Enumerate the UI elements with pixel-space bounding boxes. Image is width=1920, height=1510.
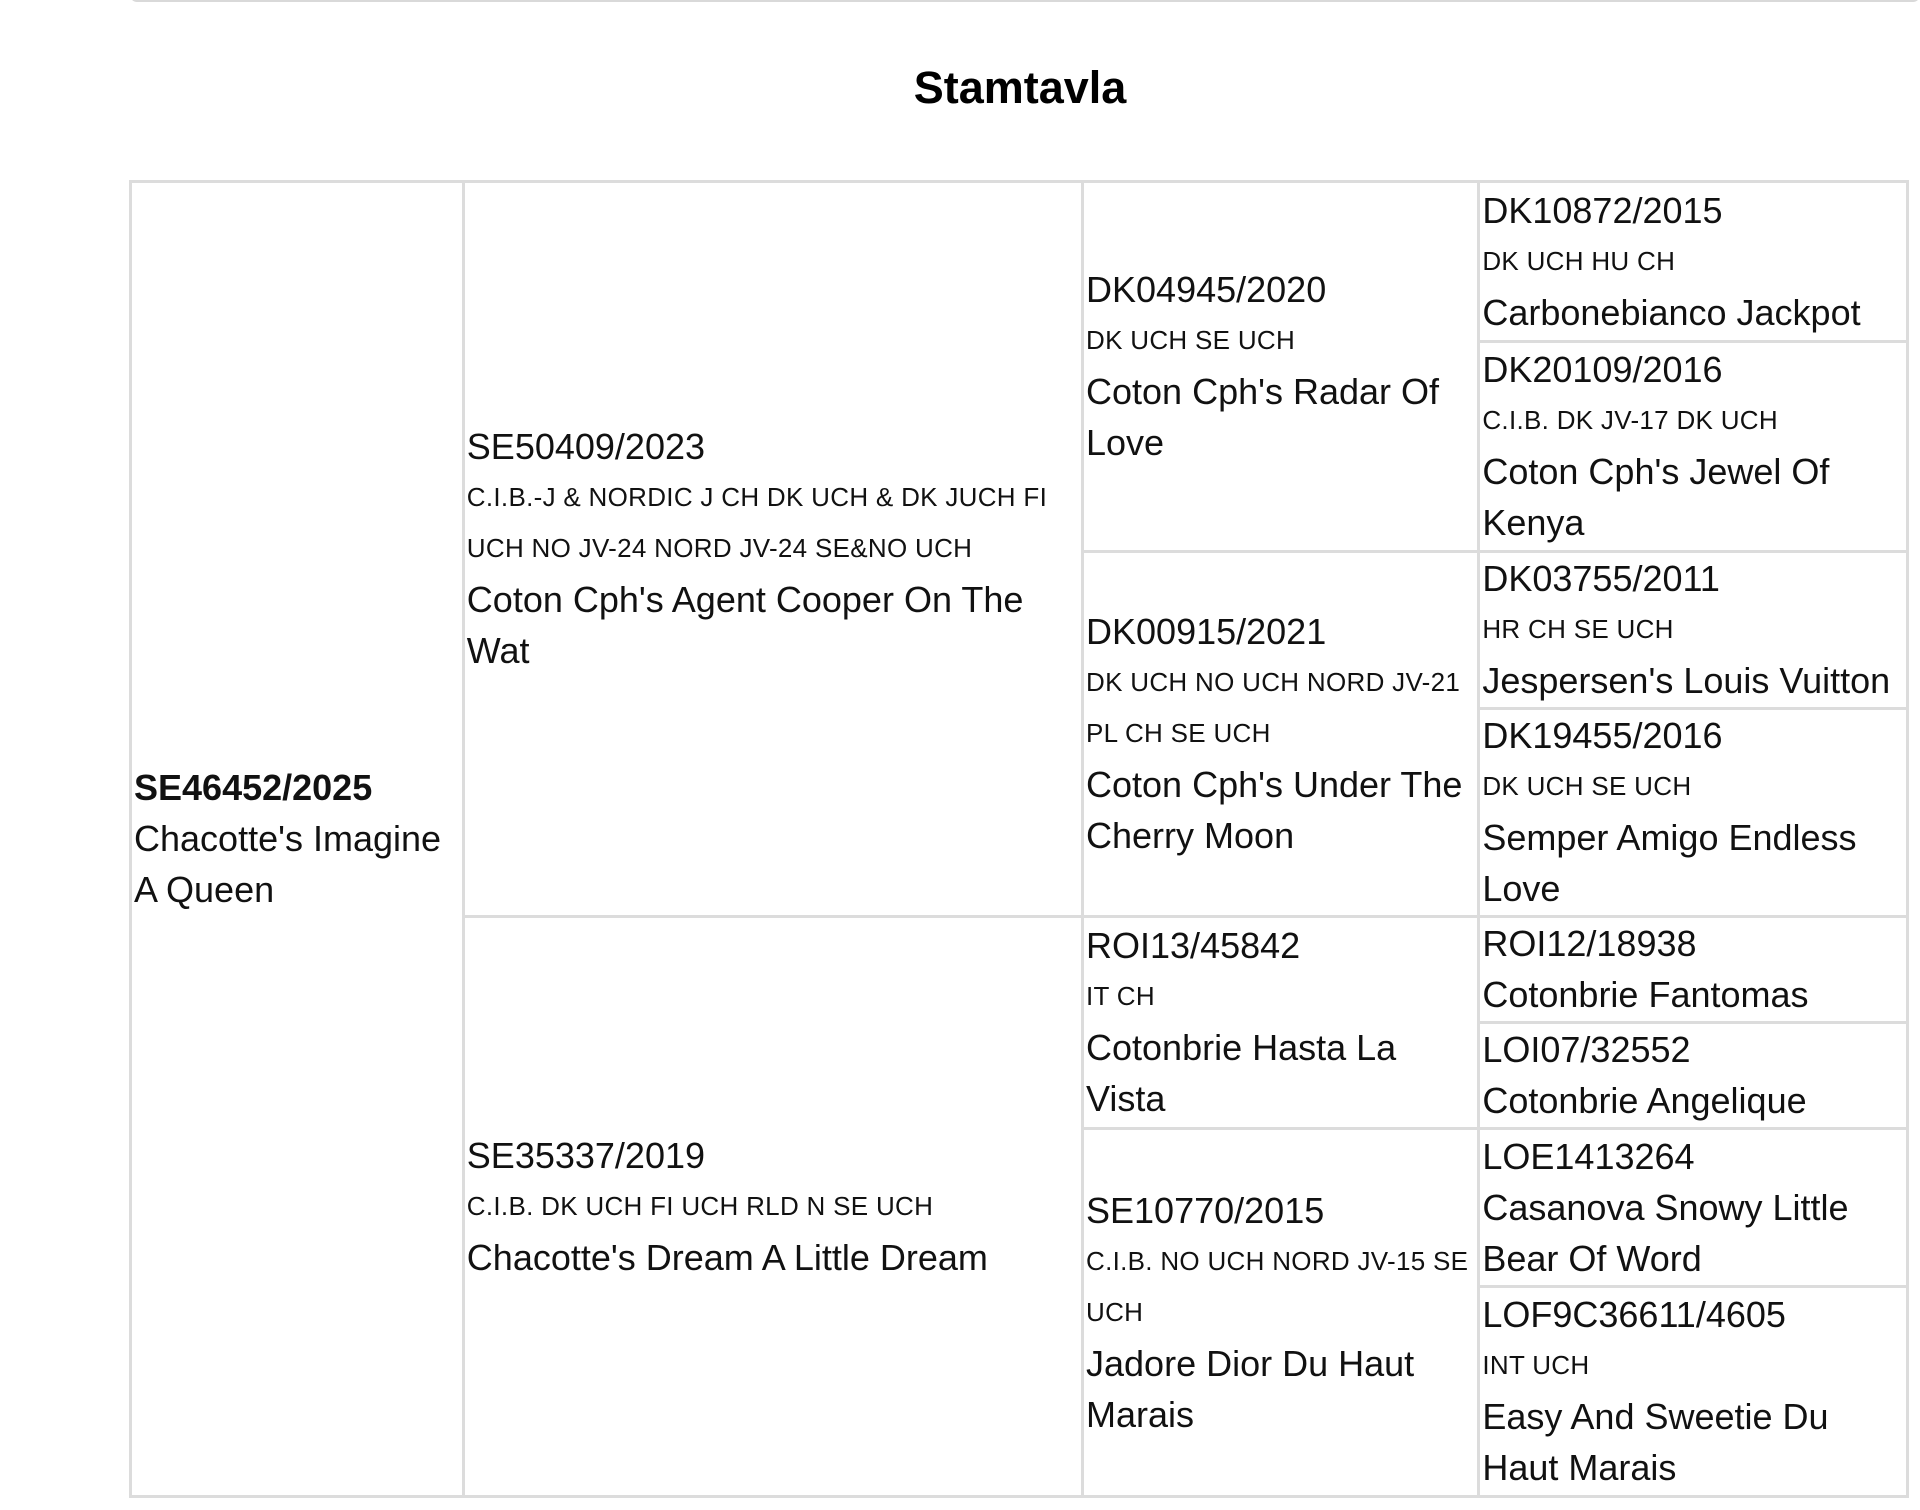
dam-sire-cell <box>1083 917 1479 1129</box>
sire-cell <box>463 182 1082 917</box>
top-panel-border <box>130 0 1920 2</box>
dam-cell <box>463 917 1082 1497</box>
sire-dam-name: Coton Cph's Under The Cherry Moon <box>1086 764 1463 856</box>
sire-sire-reg: DK04945/2020 <box>1086 269 1327 310</box>
subject-reg: SE46452/2025 <box>134 767 373 808</box>
ggp-cell-6 <box>1479 1023 1908 1129</box>
ggp-name: Cotonbrie Fantomas <box>1482 974 1809 1015</box>
sire-titles: C.I.B.-J & NORDIC J CH DK UCH & DK JUCH FI UCH NO JV-24 NORD JV-24 SE&NO UCH <box>466 482 1048 563</box>
ggp-reg: ROI12/18938 <box>1482 923 1697 964</box>
sire-sire-titles: DK UCH SE UCH <box>1086 325 1296 355</box>
dam-sire-titles: IT CH <box>1086 981 1155 1011</box>
ggp-name: Carbonebianco Jackpot <box>1482 291 1861 333</box>
subject-cell <box>131 182 464 1497</box>
ggp-titles: HR CH SE UCH <box>1482 614 1674 644</box>
dam-dam-cell <box>1083 1129 1479 1497</box>
sire-sire-cell <box>1083 182 1479 552</box>
ggp-name: Easy And Sweetie Du Haut Marais <box>1482 1396 1829 1488</box>
dam-dam-reg: SE10770/2015 <box>1086 1189 1325 1231</box>
ggp-cell-8 <box>1479 1287 1908 1497</box>
ggp-reg: LOI07/32552 <box>1482 1029 1691 1070</box>
ggp-cell-5 <box>1479 917 1908 1023</box>
ggp-reg: LOE1413264 <box>1482 1135 1695 1177</box>
ggp-name: Cotonbrie Angelique <box>1482 1080 1807 1121</box>
dam-reg: SE35337/2019 <box>466 1134 706 1176</box>
page-title: Stamtavla <box>913 62 1127 113</box>
ggp-name: Casanova Snowy Little Bear Of Word <box>1482 1186 1849 1279</box>
dam-name: Chacotte's Dream A Little Dream <box>466 1236 988 1278</box>
ggp-cell-3 <box>1479 552 1908 709</box>
ggp-titles: DK UCH HU CH <box>1482 245 1676 276</box>
ggp-cell-7 <box>1479 1129 1908 1287</box>
ggp-titles: DK UCH SE UCH <box>1482 771 1692 801</box>
sire-sire-name: Coton Cph's Radar Of Love <box>1086 371 1440 463</box>
sire-name: Coton Cph's Agent Cooper On The Wat <box>466 579 1024 671</box>
ggp-titles: INT UCH <box>1482 1350 1590 1380</box>
sire-dam-cell <box>1083 552 1479 917</box>
ggp-name: Jespersen's Louis Vuitton <box>1482 660 1891 701</box>
dam-sire-reg: ROI13/45842 <box>1086 925 1301 966</box>
ggp-reg: DK03755/2011 <box>1482 558 1720 599</box>
ggp-cell-1 <box>1479 182 1908 342</box>
ggp-name: Coton Cph's Jewel Of Kenya <box>1482 451 1830 543</box>
pedigree-table <box>129 180 1909 1498</box>
subject-name: Chacotte's Imagine A Queen <box>134 818 442 910</box>
ggp-reg: DK20109/2016 <box>1482 349 1723 390</box>
ggp-name: Semper Amigo Endless Love <box>1482 817 1857 909</box>
ggp-cell-2 <box>1479 342 1908 552</box>
ggp-reg: LOF9C36611/4605 <box>1482 1294 1786 1335</box>
sire-dam-titles: DK UCH NO UCH NORD JV-21 PL CH SE UCH <box>1086 667 1461 748</box>
ggp-reg: DK19455/2016 <box>1482 715 1723 756</box>
dam-sire-name: Cotonbrie Hasta La Vista <box>1086 1027 1397 1119</box>
dam-dam-titles: C.I.B. NO UCH NORD JV-15 SE UCH <box>1086 1245 1469 1327</box>
dam-titles: C.I.B. DK UCH FI UCH RLD N SE UCH <box>466 1190 934 1221</box>
ggp-reg: DK10872/2015 <box>1482 189 1723 231</box>
sire-dam-reg: DK00915/2021 <box>1086 611 1327 652</box>
dam-dam-name: Jadore Dior Du Haut Marais <box>1086 1342 1415 1435</box>
ggp-cell-4 <box>1479 709 1908 917</box>
ggp-titles: C.I.B. DK JV-17 DK UCH <box>1482 405 1778 435</box>
sire-reg: SE50409/2023 <box>466 426 706 467</box>
